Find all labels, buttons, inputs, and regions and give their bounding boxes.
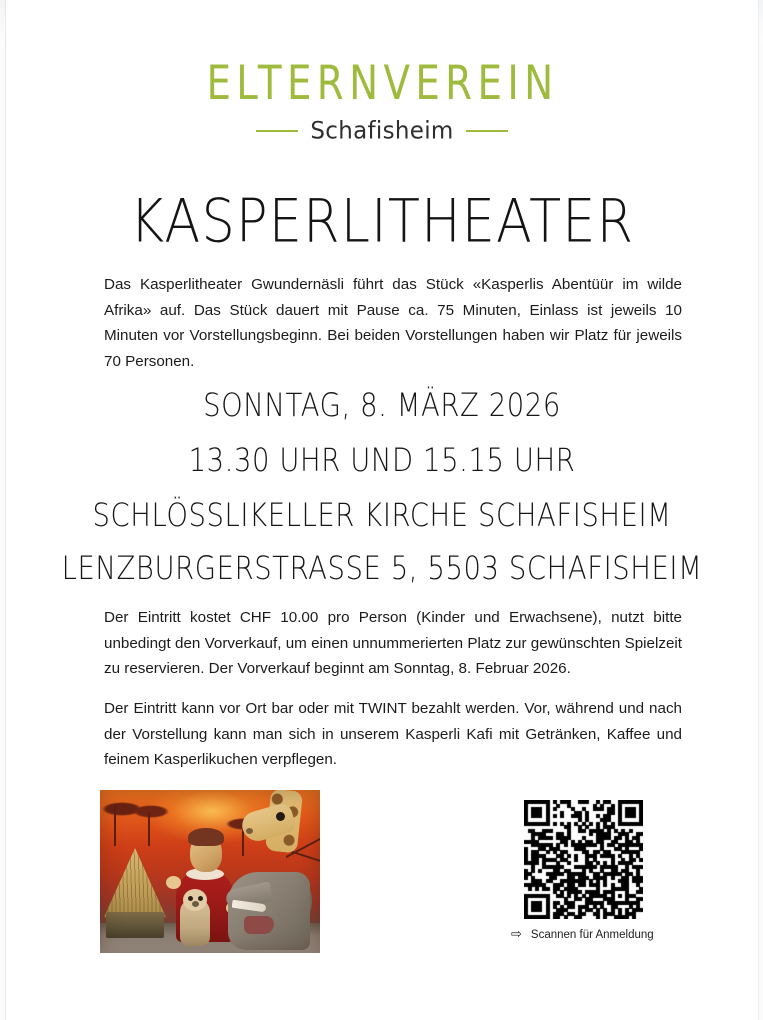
logo-subtitle-row xyxy=(6,118,758,144)
payment-paragraph: Der Eintritt kann vor Ort bar oder mit TWINT bezahlt werden. Vor, während und nach der Vorstellung kann man sich in unserem Kasperli Kafi mit Getränken, Kaffee und feinem Kasperlikuchen verpflegen. xyxy=(104,700,682,769)
intro-paragraph: Das Kasperlitheater Gwundernäsli führt das Stück «Kasperlis Abentüür im wilde Afrika» auf. Das Stück dauert mit Pause ca. 75 Minuten, Einlass ist jeweils 10 Minuten vor Vorstellungsbeginn. Bei beiden Vorstellungen haben wir Platz für jeweils 70 Personen. xyxy=(104,276,682,370)
logo-organization-name: ELTERNVEREIN xyxy=(205,56,559,111)
flyer-page xyxy=(6,0,758,1020)
qr-code-icon[interactable] xyxy=(524,800,643,919)
puppet-show-photo xyxy=(100,790,320,953)
event-date: SONNTAG, 8. MÄRZ 2026 xyxy=(203,386,561,425)
arrow-right-icon: ⇨ xyxy=(511,927,522,942)
organization-logo xyxy=(6,56,758,145)
event-venue: SCHLÖSSLIKELLER KIRCHE SCHAFISHEIM xyxy=(92,496,672,535)
event-address: LENZBURGERSTRASSE 5, 5503 SCHAFISHEIM xyxy=(61,549,703,588)
price-paragraph: Der Eintritt kostet CHF 10.00 pro Person (Kinder und Erwachsene), nutzt bitte unbedingt den Vorverkauf, um einen unnummerierten Platz zur gewünschten Spielzeit zu reservieren. Der Vorverkauf beginnt am Sonntag, 8. Februar 2026. xyxy=(104,609,682,678)
event-times: 13.30 UHR UND 15.15 UHR xyxy=(188,441,576,480)
page-title: KASPERLITHEATER xyxy=(129,187,635,256)
qr-caption-label: Scannen für Anmeldung xyxy=(530,928,654,941)
photo-vignette xyxy=(100,790,320,953)
qr-caption xyxy=(511,928,671,941)
registration-qr-block xyxy=(511,800,671,941)
logo-location-name: Schafisheim xyxy=(310,117,454,145)
page-edge-right xyxy=(758,0,759,1020)
logo-right-rule-icon xyxy=(466,130,508,132)
logo-left-rule-icon xyxy=(256,130,298,132)
